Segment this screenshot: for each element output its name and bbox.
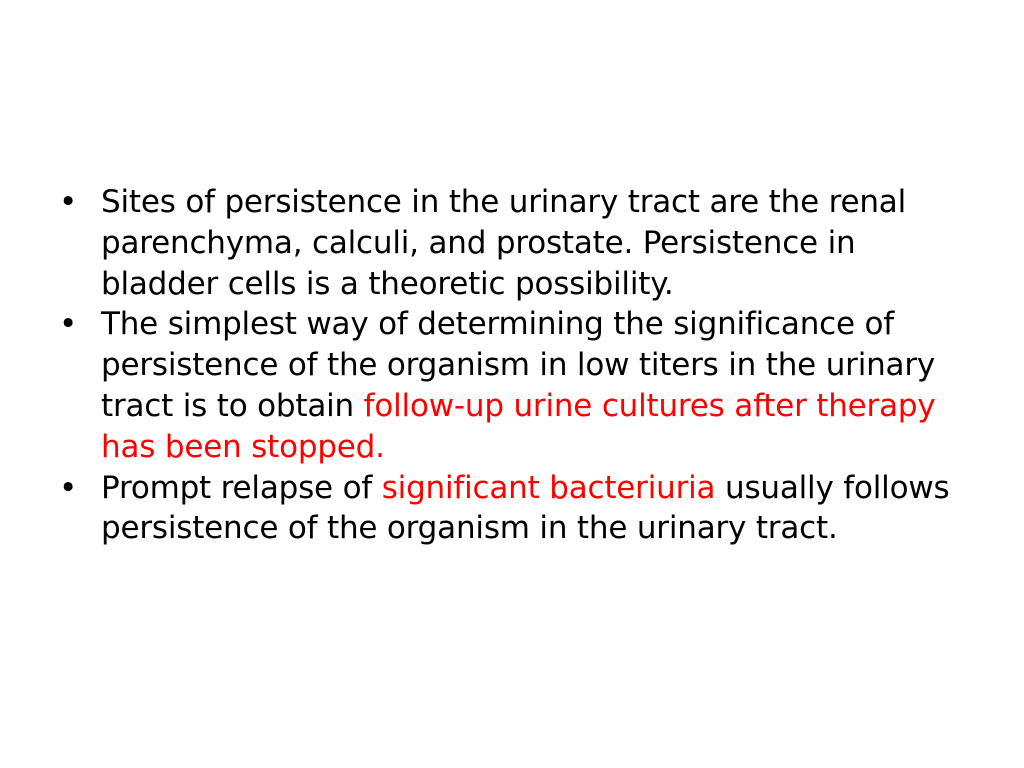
bullet-3-text-end: usually follows persistence of the organism in the urinary tract. (101, 469, 950, 547)
bullet-icon: • (58, 469, 78, 506)
bullet-2-text: The simplest way of determining the significance of persistence of the organism in low titers in the urinary tract is to obtain (101, 306, 936, 424)
bullet-icon: • (58, 184, 78, 220)
bullet-3-highlight: significant bacteriuria (381, 469, 716, 506)
bullet-3-text-start: Prompt relapse of (101, 469, 382, 506)
bullet-1-text: Sites of persistence in the urinary tract are the renal parenchyma, calculi, and prostate. Persistence in bladder cells is a theoretic possibility. (101, 184, 907, 302)
bullet-icon: • (58, 306, 78, 343)
bullet-item-1 (58, 182, 970, 304)
bullet-item-2 (58, 304, 970, 467)
bullet-2-highlight: follow-up urine cultures after therapy has been stopped. (101, 387, 936, 465)
bullet-list (58, 182, 970, 549)
bullet-item-3 (58, 468, 970, 550)
